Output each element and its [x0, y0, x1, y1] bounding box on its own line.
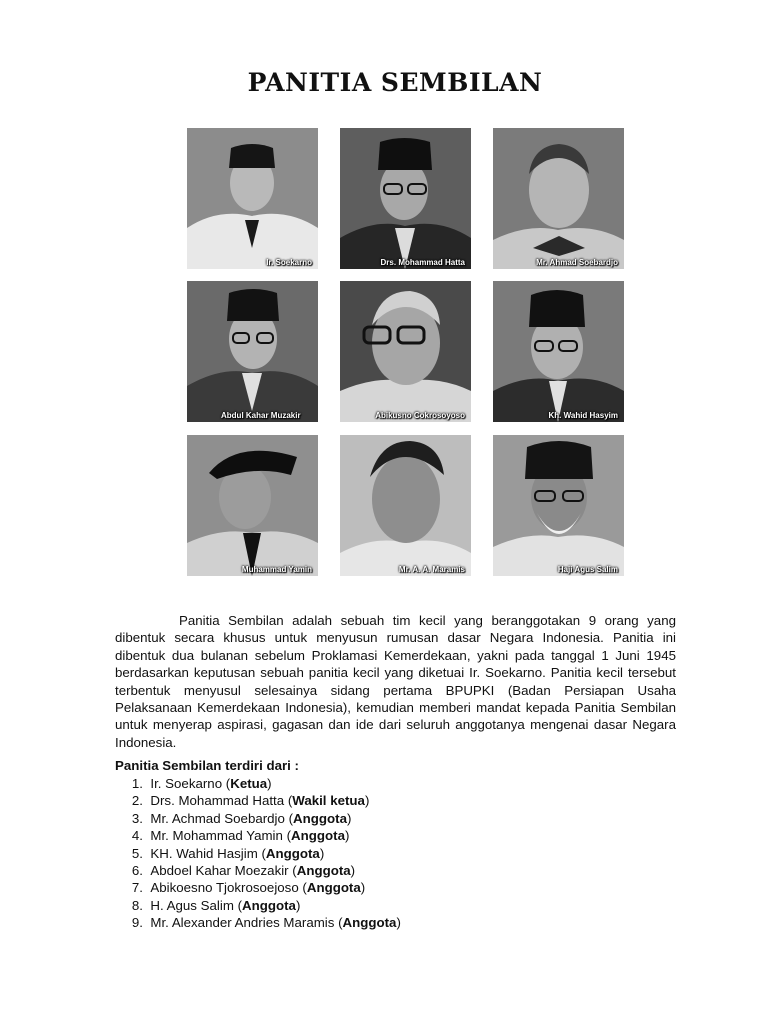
member-role: Anggota [265, 845, 320, 861]
list-item: 7. Abikoesno Tjokrosoejoso (Anggota) [115, 879, 401, 896]
member-role: Wakil ketua [292, 793, 365, 809]
portrait-image [187, 435, 318, 576]
portrait-image [340, 281, 471, 422]
photo-caption: Abikusno Cokrosoyoso [375, 411, 465, 420]
portrait-image [187, 281, 318, 422]
photo-caption: Haji Agus Salim [557, 565, 618, 574]
item-number: 7. [131, 880, 143, 896]
photo-caption: Kh. Wahid Hasyim [548, 411, 618, 420]
portrait-image [187, 128, 318, 269]
body-text [115, 612, 676, 751]
member-role: Ketua [230, 776, 268, 791]
photo-caption: Ir. Soekarno [266, 258, 312, 267]
portrait-photo [340, 128, 471, 269]
list-item: 2. Drs. Mohammad Hatta (Wakil ketua) [115, 792, 401, 809]
member-name: Ir. Soekarno [150, 776, 223, 791]
member-name: Abdoel Kahar Moezakir [150, 863, 289, 879]
portrait-photo [187, 281, 318, 422]
page-title: PANITIA SEMBILAN [247, 68, 543, 97]
member-name: Mr. Achmad Soebardjo [150, 810, 285, 826]
member-role: Anggota [291, 828, 345, 844]
list-item: 9. Mr. Alexander Andries Maramis (Anggota) [115, 914, 401, 931]
item-number: 4. [131, 828, 143, 844]
list-item: 6. Abdoel Kahar Moezakir (Anggota) [115, 862, 401, 879]
portrait-image [340, 128, 471, 269]
portrait-image [493, 281, 624, 422]
member-role: Anggota [296, 863, 351, 879]
members-heading: Panitia Sembilan terdiri dari : [115, 758, 299, 773]
members-list [115, 775, 401, 932]
member-name: Mr. Alexander Andries Maramis [150, 915, 335, 931]
photo-caption: Mr. A. A. Maramis [398, 565, 465, 574]
item-number: 5. [131, 845, 143, 861]
portrait-photo [187, 435, 318, 576]
portrait-photo [340, 281, 471, 422]
list-item: 4. Mr. Mohammad Yamin (Anggota) [115, 827, 401, 844]
member-name: Drs. Mohammad Hatta [150, 793, 285, 809]
member-role: Anggota [242, 897, 296, 913]
portrait-image [493, 128, 624, 269]
item-number: 1. [131, 776, 143, 791]
list-item: 5. KH. Wahid Hasjim (Anggota) [115, 845, 401, 862]
portrait-photo [187, 128, 318, 269]
portrait-photo [493, 435, 624, 576]
intro-paragraph: Panitia Sembilan adalah sebuah tim kecil yang beranggotakan 9 orang yang dibentuk secara khusus untuk menyusun rumusan dasar Negara Indonesia. Panitia ini dibentuk dua bulanan sebelum Proklamasi Kemerdekaan, yakni pada tanggal 1 Juni 1945 berdasarkan keputusan sebuah panitia kecil yang diketuai Ir. Soekarno. Panitia kecil tersebut terbentuk menyusul selesainya sidang pertama BPUPKI (Badan Persiapan Usaha Pelaksanaan Kemerdekaan Indonesia), kemudian memberi mandat kepada Panitia Sembilan untuk menyerap aspirasi, gagasan dan ide dari seluruh anggotanya mengenai dasar Negara Indonesia. [115, 613, 676, 750]
member-role: Anggota [306, 880, 361, 896]
item-number: 3. [131, 810, 143, 826]
member-role: Anggota [342, 915, 397, 931]
member-role: Anggota [293, 810, 347, 826]
list-item: 8. H. Agus Salim (Anggota) [115, 897, 401, 914]
portrait-image [340, 435, 471, 576]
photo-caption: Drs. Mohammad Hatta [380, 258, 465, 267]
photo-caption: Muhammad Yamin [241, 565, 312, 574]
list-item: 1. Ir. Soekarno (Ketua) [115, 775, 401, 792]
member-name: Mr. Mohammad Yamin [150, 828, 283, 844]
item-number: 6. [131, 863, 143, 879]
item-number: 2. [131, 793, 143, 809]
member-name: H. Agus Salim [150, 897, 234, 913]
item-number: 8. [131, 897, 143, 913]
photo-caption: Abdul Kahar Muzakir [221, 411, 301, 420]
portrait-photo [493, 128, 624, 269]
photo-caption: Mr. Ahmad Soebardjo [536, 258, 618, 267]
portrait-image [493, 435, 624, 576]
list-item: 3. Mr. Achmad Soebardjo (Anggota) [115, 810, 401, 827]
portrait-photo [493, 281, 624, 422]
portrait-photo [340, 435, 471, 576]
member-name: Abikoesno Tjokrosoejoso [150, 880, 299, 896]
photo-grid [187, 128, 624, 576]
member-name: KH. Wahid Hasjim [150, 845, 258, 861]
item-number: 9. [131, 915, 143, 931]
